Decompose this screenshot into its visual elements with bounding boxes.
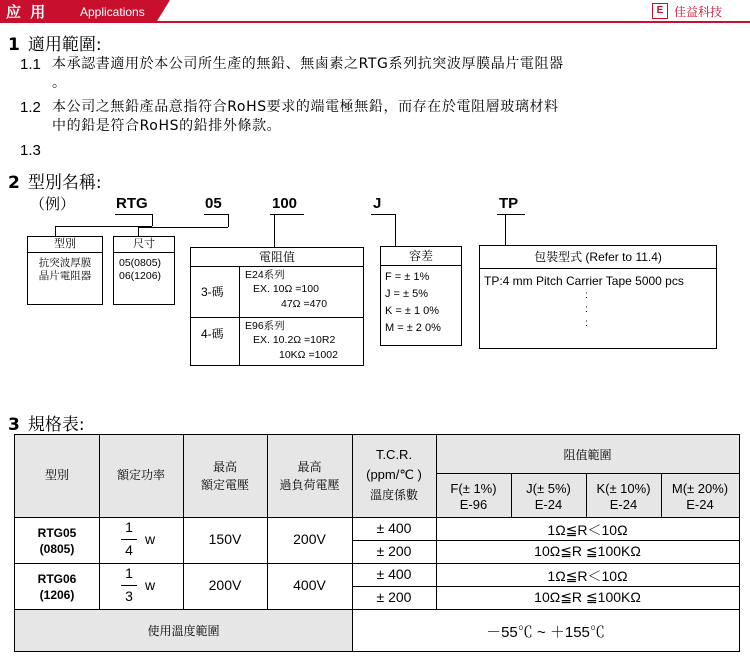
- row-rtg05-power-unit: w: [145, 531, 156, 547]
- row-divider: [15, 609, 739, 610]
- resistance-box: [190, 247, 364, 366]
- header-tol-m-series: E-24: [686, 497, 714, 512]
- packaging-dot: :: [585, 317, 588, 329]
- code-connector: [55, 226, 56, 236]
- section-2-heading: [8, 168, 102, 193]
- row-rtg05-range-2: 10Ω≦R ≦100KΩ: [534, 543, 641, 559]
- code-connector: [228, 214, 229, 227]
- header-subtitle: Applications: [80, 5, 145, 19]
- row-rtg05-name: RTG05: [37, 526, 77, 540]
- tolerance-m: M = ± 2 0%: [385, 322, 441, 334]
- fraction-bar: [121, 539, 137, 540]
- fraction-bar: [121, 585, 137, 586]
- code-connector: [505, 214, 506, 246]
- code-rtg: RTG: [116, 195, 148, 212]
- item-1-2-line2: 中的鉛是符合RoHS的鉛排外條款。: [52, 118, 282, 134]
- tolerance-j: J = ± 5%: [385, 288, 429, 300]
- header-tol-f-series: E-96: [459, 497, 488, 512]
- code-underline: [497, 214, 525, 215]
- section-2-title: 型別名稱:: [27, 173, 102, 193]
- size-box: [113, 236, 175, 305]
- type-box: [27, 236, 103, 305]
- row-rtg06-range-2: 10Ω≦R ≦100KΩ: [534, 589, 641, 605]
- section-1-number: 1: [8, 35, 20, 55]
- row-rtg05-voltage: 150V: [208, 531, 242, 547]
- row-rtg06-overload: 400V: [293, 577, 326, 593]
- size-box-line2: 06(1206): [119, 270, 162, 282]
- resistance-e24-series: E24系列: [245, 269, 285, 281]
- header-tcr-2: (ppm/℃ ): [366, 467, 422, 482]
- header-resistance-range: 阻值範圍: [563, 448, 612, 462]
- packaging-dot: :: [585, 289, 588, 301]
- row-rtg05-power-num: 1: [125, 519, 133, 535]
- row-rtg06-voltage: 200V: [208, 577, 242, 593]
- code-j: J: [373, 195, 382, 212]
- col-divider: [99, 435, 100, 609]
- row-rtg06-power-num: 1: [125, 565, 133, 581]
- code-connector: [395, 214, 396, 246]
- code-tp: TP: [499, 195, 519, 212]
- header-tol-k: K(± 10%): [596, 481, 651, 496]
- row-rtg06-tcr-1: ± 400: [376, 566, 412, 582]
- type-box-head: 型別: [28, 237, 102, 253]
- size-box-line1: 05(0805): [119, 257, 162, 269]
- code-connector: [274, 214, 275, 248]
- temp-range-value: －55℃ ~ ＋155℃: [486, 624, 605, 641]
- company-name: 佳益科技: [674, 5, 723, 19]
- resistance-box-head: 電阻值: [191, 248, 363, 267]
- header-tol-f: F(± 1%): [450, 481, 497, 496]
- header-tol-m: M(± 20%): [671, 481, 729, 496]
- resistance-e96-series: E96系列: [245, 320, 285, 332]
- header-tol-j: J(± 5%): [526, 481, 571, 496]
- row-divider: [15, 517, 739, 518]
- row-rtg05-power-den: 4: [125, 542, 133, 558]
- resistance-e24-ex2: 47Ω =470: [281, 298, 328, 310]
- section-2-number: 2: [8, 173, 20, 193]
- item-1-2-number: 1.2: [20, 99, 41, 116]
- tolerance-box: [380, 246, 462, 346]
- row-divider: [15, 563, 739, 564]
- type-box-line2: 晶片電阻器: [38, 270, 92, 282]
- code-underline: [270, 214, 304, 215]
- header-rated-power: 額定功率: [116, 468, 165, 482]
- section-3-title: 規格表:: [27, 415, 85, 435]
- packaging-box: [479, 245, 717, 349]
- header-type: 型別: [44, 468, 69, 482]
- item-1-1-number: 1.1: [20, 56, 41, 73]
- row-rtg06-size: (1206): [39, 588, 75, 602]
- resistance-4-code: 4-碼: [201, 327, 224, 341]
- header-overload-1: 最高: [297, 460, 322, 474]
- section-3-number: 3: [8, 415, 20, 435]
- code-connector: [152, 214, 153, 226]
- header-rule: [0, 21, 750, 23]
- code-05: 05: [205, 195, 222, 212]
- resistance-box-divider: [239, 266, 240, 366]
- item-1-2-line1: 本公司之無鉛產品意指符合RoHS要求的端電極無鉛，而存在於電阻層玻璃材料: [52, 99, 559, 115]
- section-1-title: 適用範圍:: [27, 35, 102, 55]
- packaging-dot: :: [585, 303, 588, 315]
- row-rtg05-tcr-1: ± 400: [376, 520, 412, 536]
- header-max-voltage-1: 最高: [212, 460, 237, 474]
- tolerance-k: K = ± 1 0%: [385, 305, 440, 317]
- header-tcr-3: 溫度係數: [369, 488, 418, 502]
- size-box-head: 尺寸: [114, 237, 174, 253]
- header-tol-j-series: E-24: [534, 497, 563, 512]
- row-rtg06-tcr-2: ± 200: [376, 589, 412, 605]
- row-rtg05-overload: 200V: [293, 531, 326, 547]
- code-connector: [138, 227, 139, 236]
- row-rtg05-size: (0805): [39, 542, 75, 556]
- tolerance-box-head: 容差: [381, 247, 461, 266]
- code-connector: [138, 227, 228, 228]
- tolerance-f: F = ± 1%: [385, 271, 430, 283]
- resistance-box-row-divider: [191, 317, 363, 318]
- resistance-e24-ex1: EX. 10Ω =100: [253, 283, 319, 295]
- company-logo-icon: E: [652, 3, 668, 19]
- resistance-3-code: 3-碼: [201, 285, 224, 299]
- spec-table: [14, 434, 740, 652]
- section-1-heading: [8, 30, 102, 55]
- example-label: （例）: [30, 195, 76, 213]
- row-rtg06-range-1: 1Ω≦R＜10Ω: [547, 568, 628, 584]
- row-divider: [352, 540, 739, 541]
- resistance-e96-ex2: 10KΩ =1002: [279, 349, 338, 361]
- row-rtg05-tcr-2: ± 200: [376, 543, 412, 559]
- row-rtg06-power-unit: w: [145, 577, 156, 593]
- header-overload-2: 過負荷電壓: [279, 478, 340, 492]
- code-100: 100: [272, 195, 298, 212]
- packaging-box-head: 包裝型式 (Refer to 11.4): [480, 246, 716, 269]
- packaging-tp: TP:4 mm Pitch Carrier Tape 5000 pcs: [484, 274, 684, 288]
- header-max-voltage-2: 額定電壓: [200, 478, 249, 492]
- header-tcr-1: T.C.R.: [375, 447, 413, 462]
- row-rtg06-power-den: 3: [125, 588, 133, 604]
- row-divider: [436, 473, 739, 474]
- code-underline: [371, 214, 395, 215]
- type-box-line1: 抗突波厚膜: [38, 257, 92, 269]
- row-divider: [352, 586, 739, 587]
- resistance-e96-ex1: EX. 10.2Ω =10R2: [253, 334, 336, 346]
- row-rtg05-range-1: 1Ω≦R＜10Ω: [547, 522, 628, 538]
- temp-range-label: 使用溫度範圍: [147, 624, 220, 638]
- row-rtg06-name: RTG06: [37, 572, 77, 586]
- item-1-1-line2: 。: [52, 75, 67, 91]
- item-1-3-number: 1.3: [20, 142, 41, 159]
- header-tol-k-series: E-24: [609, 497, 638, 512]
- header-title: 应 用: [6, 3, 48, 21]
- item-1-1-line1: 本承認書適用於本公司所生產的無鉛、無鹵素之RTG系列抗突波厚膜晶片電阻器: [52, 56, 564, 72]
- section-3-heading: [8, 410, 85, 435]
- code-underline: [204, 214, 228, 215]
- code-underline: [115, 214, 152, 215]
